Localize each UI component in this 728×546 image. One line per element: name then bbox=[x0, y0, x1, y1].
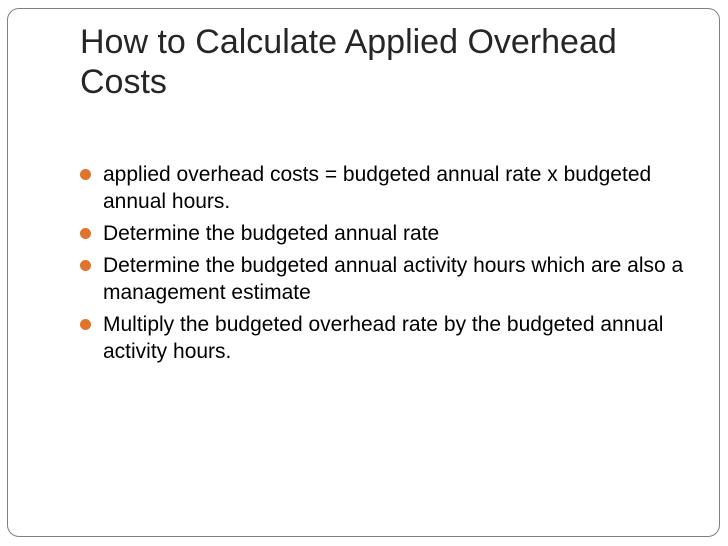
bullet-text: Multiply the budgeted overhead rate by the budgeted annual activity hours. bbox=[103, 313, 664, 363]
bullet-item bbox=[80, 311, 690, 365]
bullet-dot-icon bbox=[80, 228, 91, 239]
bullet-dot-icon bbox=[80, 260, 91, 271]
bullet-text: Determine the budgeted annual rate bbox=[103, 222, 440, 245]
bullet-item bbox=[80, 220, 690, 247]
bullet-dot-icon bbox=[80, 169, 91, 180]
bullet-text: Determine the budgeted annual activity hours which are also a management estimate bbox=[103, 254, 684, 304]
bullet-item bbox=[80, 252, 690, 306]
bullet-dot-icon bbox=[80, 319, 91, 330]
bullet-item bbox=[80, 161, 690, 215]
bullet-list bbox=[80, 161, 690, 370]
slide-title: How to Calculate Applied Overhead Costs bbox=[80, 23, 617, 101]
bullet-text: applied overhead costs = budgeted annual rate x budgeted annual hours. bbox=[103, 163, 652, 213]
